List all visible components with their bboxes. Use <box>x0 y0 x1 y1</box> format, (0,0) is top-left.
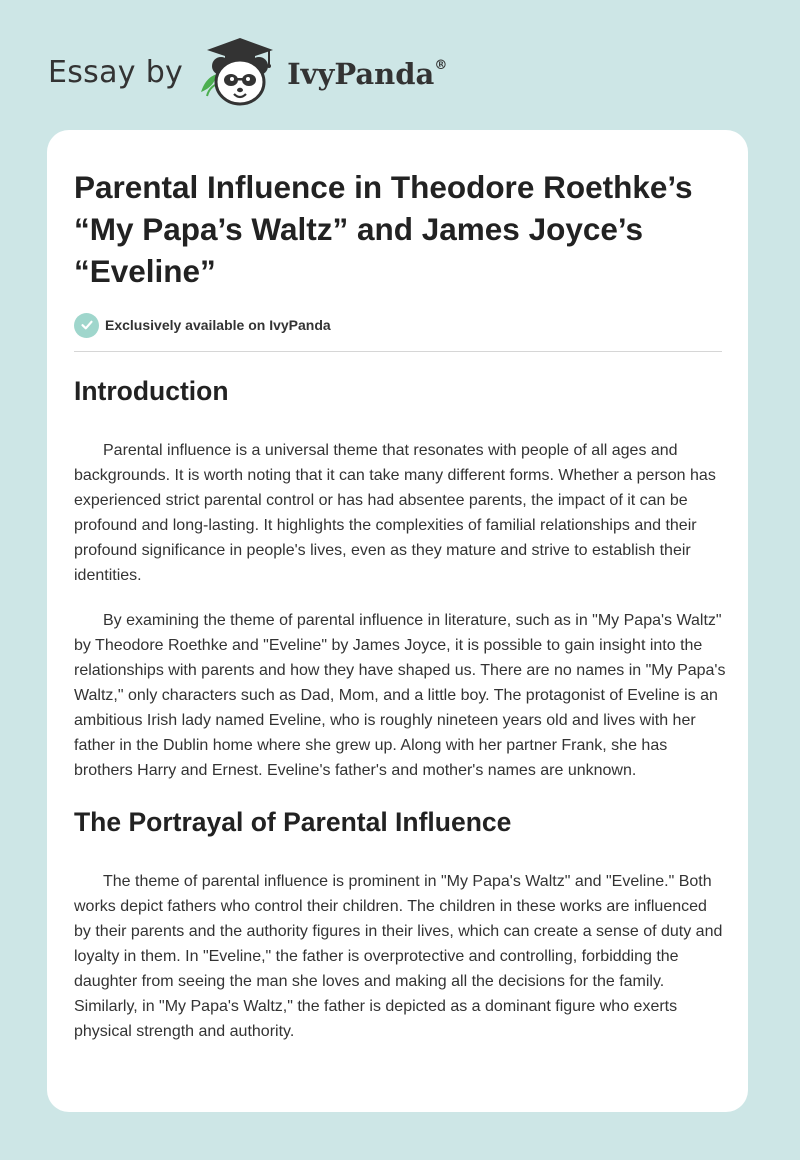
panda-logo-icon[interactable] <box>197 34 283 110</box>
paragraph: Parental influence is a universal theme that resonates with people of all ages and backgrounds. It is worth noting that it can take many different forms. Whether a person has experienced strict parental control or has had absentee parents, the impact of it can be profound and long-lasting. It highlights the complexities of familial relationships and their profound significance in people's lives, even as they mature and strive to establish their identities. <box>74 442 716 584</box>
section-heading-portrayal: The Portrayal of Parental Influence <box>74 807 512 837</box>
brand-name[interactable]: IvyPanda® <box>287 57 448 91</box>
essay-card <box>47 130 748 1112</box>
exclusive-label: Exclusively available on IvyPanda <box>105 317 331 333</box>
paragraph: The theme of parental influence is prominent in "My Papa's Waltz" and "Eveline." Both works depict fathers who control their children. The children in these works are influenced by their parents and the authority figures in their lives, which can create a sense of duty and loyalty in them. In "Eveline," the father is overprotective and controlling, forbidding the daughter from seeing the man she loves and making all the decisions for the family. Similarly, in "My Papa's Waltz," the father is depicted as a dominant figure who exerts physical strength and authority. <box>74 873 723 1040</box>
brand-prefix: Essay by <box>48 54 184 90</box>
essay-title: Parental Influence in Theodore Roethke’s “My Papa’s Waltz” and James Joyce’s “Eveline” <box>74 169 693 289</box>
divider <box>74 351 722 352</box>
brand-header <box>48 34 447 110</box>
exclusive-badge <box>74 312 722 338</box>
check-icon <box>74 313 99 338</box>
paragraph: By examining the theme of parental influence in literature, such as in "My Papa's Waltz" by Theodore Roethke and "Eveline" by James Joyce, it is possible to gain insight into the relationships with parents and how they have shaped us. There are no names in "My Papa's Waltz," only characters such as Dad, Mom, and a little boy. The protagonist of Eveline is an ambitious Irish lady named Eveline, who is roughly nineteen years old and lives with her father in the Dublin home where she grew up. Along with her partner Frank, she has brothers Harry and Ernest. Eveline's father's and mother's names are unknown. <box>74 612 726 779</box>
section-heading-introduction: Introduction <box>74 376 229 406</box>
